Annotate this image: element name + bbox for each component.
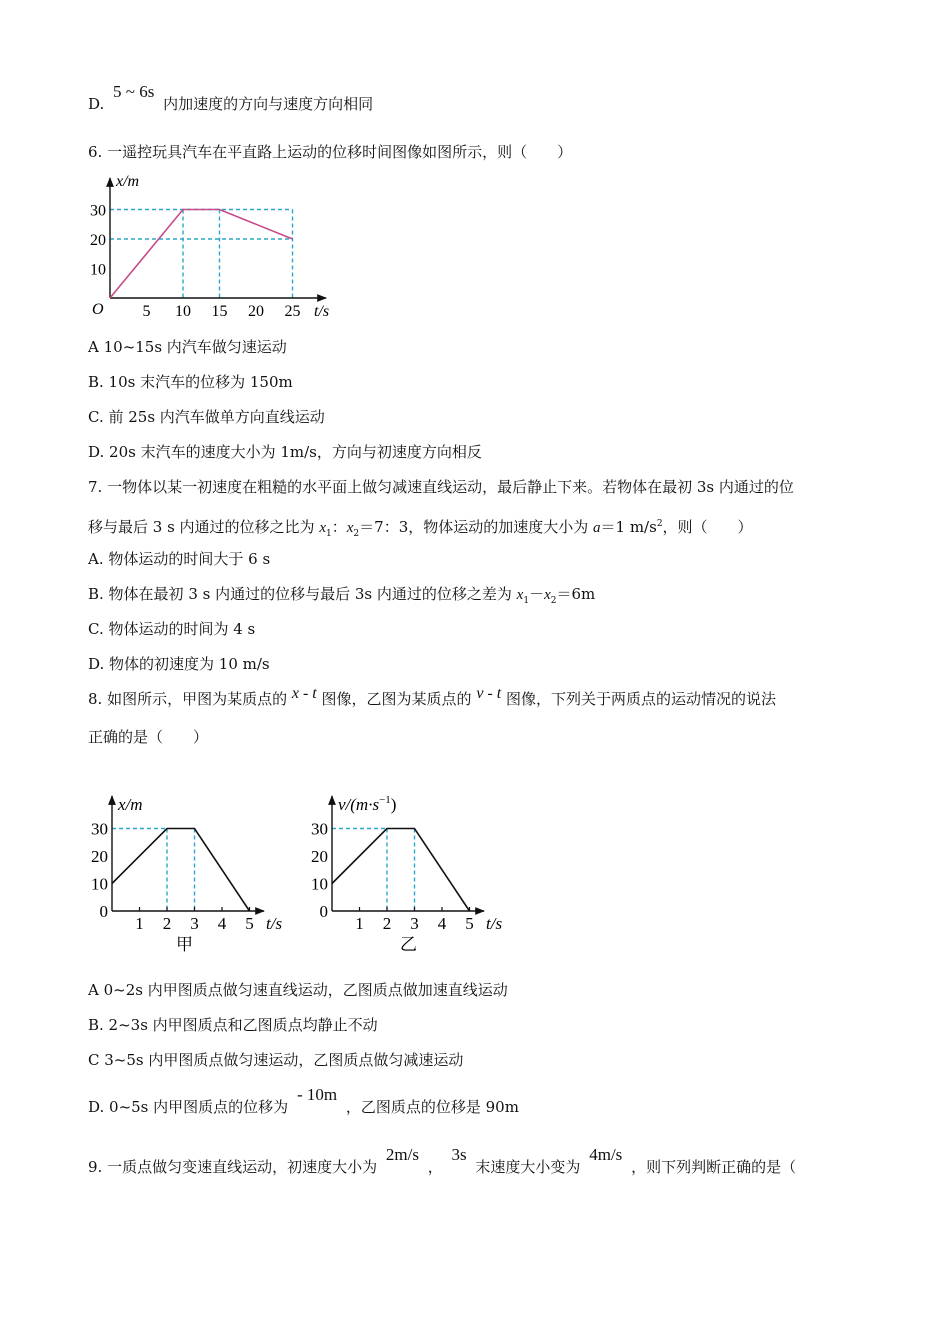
q6-curve bbox=[110, 210, 293, 299]
q6-xtick-label: 25 bbox=[284, 303, 301, 320]
q6-ytick-label: 10 bbox=[90, 261, 106, 279]
q8b-caption: 乙 bbox=[400, 935, 417, 954]
q8-stem-line1 bbox=[88, 685, 776, 710]
q7-option-d: D. 物体的初速度为 10 m/s bbox=[88, 655, 270, 673]
q8a-ytick-label: 10 bbox=[91, 874, 108, 894]
q7-option-b-text: ＝6m bbox=[556, 585, 596, 603]
q8a-caption: 甲 bbox=[176, 935, 193, 954]
q7-option-c: C. 物体运动的时间为 4 s bbox=[88, 620, 256, 638]
q9-stem-part: ，则下列判断正确的是（ bbox=[631, 1158, 797, 1176]
q6-xlabel: t/s bbox=[314, 303, 330, 320]
q8-math-xt: x - t bbox=[291, 685, 317, 702]
q6-origin: O bbox=[92, 301, 104, 318]
q6-xtick-label: 15 bbox=[211, 303, 228, 320]
q8b-xtick-label: 3 bbox=[410, 914, 419, 933]
q7-var-x: x bbox=[346, 520, 354, 536]
q8b-xtick-label: 1 bbox=[355, 914, 364, 933]
q8-stem-part: 图像，下列关于两质点的运动情况的说法 bbox=[505, 690, 776, 708]
q9-stem-part: 9. 一质点做匀变速直线运动，初速度大小为 bbox=[88, 1158, 378, 1176]
q7-minus: － bbox=[529, 585, 545, 603]
q7-stem-part: 移与最后 3 s 内通过的位移之比为 bbox=[88, 518, 320, 536]
q8a-ytick-label: 20 bbox=[91, 847, 108, 866]
q7-var-x: x bbox=[516, 587, 524, 603]
q7-sub: 1 bbox=[523, 596, 530, 606]
q7-var-x: x bbox=[319, 520, 326, 536]
q6-guides bbox=[110, 210, 293, 299]
q9-math-t: 3s bbox=[451, 1145, 467, 1164]
q8b-xtick-label: 5 bbox=[465, 914, 474, 933]
q8-math-vt: v - t bbox=[476, 685, 502, 702]
q8b-curve bbox=[332, 829, 470, 912]
q6-xtick-label: 10 bbox=[175, 303, 191, 320]
q8-option-c: C 3~5s 内甲图质点做匀速运动，乙图质点做匀减速运动 bbox=[88, 1051, 464, 1069]
q9-math-v: 4m/s bbox=[589, 1145, 623, 1164]
q8-option-b: B. 2~3s 内甲图质点和乙图质点均静止不动 bbox=[88, 1016, 378, 1034]
q8b-ytick-label: 10 bbox=[311, 874, 328, 894]
q7-option-a: A. 物体运动的时间大于 6 s bbox=[88, 550, 271, 568]
q7-sub: 2 bbox=[353, 529, 360, 539]
q7-option-b bbox=[88, 584, 595, 611]
q8a-ylabel: x/m bbox=[118, 795, 143, 814]
q7-stem-part: ＝7：3，物体运动的加速度大小为 bbox=[359, 518, 594, 536]
q9-comma: ， bbox=[427, 1158, 443, 1176]
q9-stem bbox=[88, 1145, 797, 1177]
q6-ylabel: x/m bbox=[116, 173, 140, 190]
q6-graph bbox=[86, 170, 346, 320]
q8b-ytick-label: 20 bbox=[311, 847, 328, 866]
q8a-xtick-label: 1 bbox=[135, 914, 144, 933]
q8-option-d-text: D. 0~5s 内甲图质点的位移为 bbox=[88, 1098, 289, 1116]
q8a-xtick-label: 2 bbox=[162, 914, 172, 933]
q8b-ylabel-end: ) bbox=[390, 795, 397, 814]
q7-stem-part: ＝1 m/s bbox=[600, 518, 657, 536]
q7-sub: 2 bbox=[550, 596, 557, 606]
q6-option-d: D. 20s 末汽车的速度大小为 1m/s，方向与初速度方向相反 bbox=[88, 443, 482, 461]
q7-stem-line2 bbox=[88, 514, 753, 544]
q7-option-b-text: B. 物体在最初 3 s 内通过的位移与最后 3s 内通过的位移之差为 bbox=[88, 585, 517, 603]
q6-stem: 6. 一遥控玩具汽车在平直路上运动的位移时间图像如图所示，则（ ） bbox=[88, 143, 573, 161]
q5-option-d bbox=[88, 82, 374, 114]
q8-stem-part: 图像，乙图为某质点的 bbox=[321, 690, 472, 708]
q8a-ytick-label: 0 bbox=[99, 902, 108, 921]
q8b-ytick-label: 30 bbox=[311, 819, 328, 839]
q7-sub: 1 bbox=[326, 529, 332, 539]
q7-colon: ： bbox=[331, 518, 347, 536]
q7-var-x: x bbox=[544, 587, 551, 603]
q8b-xlabel: t/s bbox=[486, 914, 503, 933]
q6-ytick-label: 30 bbox=[90, 202, 106, 220]
q6-xtick-label: 5 bbox=[142, 303, 151, 320]
q8a-xtick-label: 5 bbox=[245, 914, 254, 933]
q9-math-v0: 2m/s bbox=[385, 1145, 419, 1164]
q6-option-a: A 10~15s 内汽车做匀速运动 bbox=[88, 338, 287, 356]
q8b-guides bbox=[332, 829, 415, 912]
q8b-xtick-label: 2 bbox=[382, 914, 392, 933]
q8a-xtick-label: 3 bbox=[190, 914, 199, 933]
q8-stem-part: 8. 如图所示，甲图为某质点的 bbox=[88, 690, 288, 708]
q8-graph-jia bbox=[84, 788, 299, 958]
q8b-ylabel bbox=[338, 794, 396, 814]
q8a-ytick-label: 30 bbox=[91, 819, 108, 839]
q8b-ylabel-sup: −1 bbox=[379, 794, 391, 806]
q8-option-d-text: ，乙图质点的位移是 90m bbox=[345, 1098, 519, 1116]
q8-option-a: A 0~2s 内甲图质点做匀速直线运动，乙图质点做加速直线运动 bbox=[88, 981, 508, 999]
q5-option-d-math: 5 ~ 6s bbox=[113, 82, 155, 101]
q7-sup: 2 bbox=[656, 519, 663, 529]
q6-option-b: B. 10s 末汽车的位移为 150m bbox=[88, 373, 293, 391]
q8a-xlabel: t/s bbox=[266, 914, 283, 933]
q8b-ytick-label: 0 bbox=[319, 902, 328, 921]
q8a-xtick-label: 4 bbox=[217, 914, 227, 933]
q6-option-c: C. 前 25s 内汽车做单方向直线运动 bbox=[88, 408, 325, 426]
q7-var-a: a bbox=[593, 520, 601, 536]
q6-xtick-label: 20 bbox=[248, 303, 264, 320]
q7-stem-part: ，则（ ） bbox=[662, 518, 753, 536]
q8-stem-line2: 正确的是（ ） bbox=[88, 728, 209, 746]
q6-ytick-label: 20 bbox=[90, 232, 106, 249]
q8-option-d-math: - 10m bbox=[296, 1085, 338, 1104]
q8-graph-yi bbox=[304, 788, 519, 958]
q8b-xtick-label: 4 bbox=[437, 914, 447, 933]
q8a-curve bbox=[112, 829, 250, 912]
q9-stem-part: 末速度大小变为 bbox=[475, 1158, 581, 1176]
q8b-ylabel-main: v/(m·s bbox=[338, 795, 380, 814]
q5-option-d-text: 内加速度的方向与速度方向相同 bbox=[163, 95, 374, 113]
q7-stem-line1: 7. 一物体以某一初速度在粗糙的水平面上做匀减速直线运动，最后静止下来。若物体在最初 3s 内通过的位 bbox=[88, 478, 794, 496]
q8a-guides bbox=[112, 829, 195, 912]
q8-option-d bbox=[88, 1085, 519, 1117]
q5-option-d-prefix: D. bbox=[88, 95, 105, 113]
